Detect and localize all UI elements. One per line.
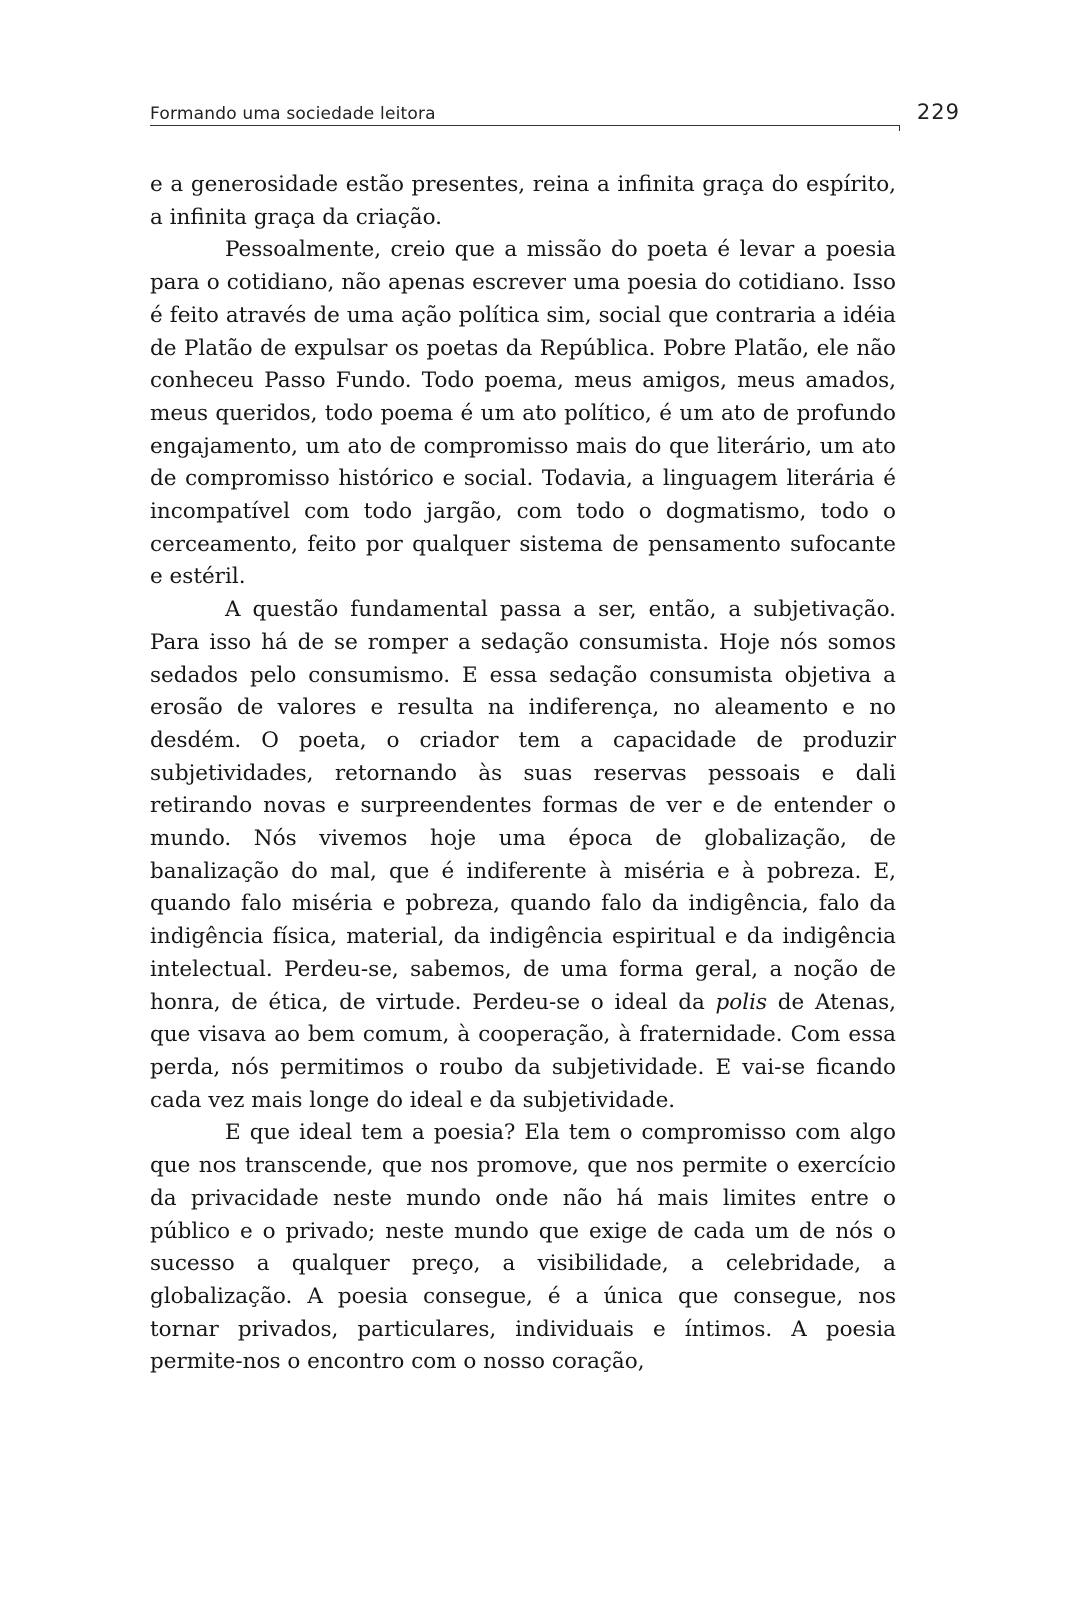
page-number: 229 <box>916 100 960 124</box>
paragraph-3-text-before: A questão fundamental passa a ser, então, a subjetivação. Para isso há de se romper a sedação consumista. Hoje nós somos sedados pelo consumismo. E essa sedação consumista objetiva a erosão de valores e resulta na indiferença, no aleamento e no desdém. O poeta, o criador tem a capacidade de produzir subjetividades, retornando às suas reservas pessoais e dali retirando novas e surpreendentes formas de ver e de entender o mundo. Nós vivemos hoje uma época de globalização, de banalização do mal, que é indiferente à miséria e à pobreza. E, quando falo miséria e pobreza, quando falo da indigência, falo da indigência física, material, da indigência espiritual e da indigência intelectual. Perdeu-se, sabemos, de uma forma geral, a noção de honra, de ética, de virtude. Perdeu-se o ideal da <box>150 597 896 1015</box>
running-title: Formando uma sociedade leitora <box>150 104 436 124</box>
paragraph-2: Pessoalmente, creio que a missão do poeta é levar a poesia para o cotidiano, não apenas escrever uma poesia do cotidiano. Isso é feito através de uma ação política sim, social que contraria a idéia de Platão de expulsar os poetas da República. Pobre Platão, ele não conheceu Passo Fundo. Todo poema, meus amigos, meus amados, meus queridos, todo poema é um ato político, é um ato de profundo engajamento, um ato de compromisso mais do que literário, um ato de compromisso histórico e social. Todavia, a linguagem literária é incompatível com todo jargão, com todo o dogmatismo, todo o cerceamento, feito por qualquer sistema de pensamento sufocante e estéril. <box>150 237 896 590</box>
paragraph-4: E que ideal tem a poesia? Ela tem o compromisso com algo que nos transcende, que nos promove, que nos permite o exercício da privacidade neste mundo onde não há mais limites entre o público e o privado; neste mundo que exige de cada um de nós o sucesso a qualquer preço, a visibilidade, a celebridade, a globalização. A poesia consegue, é a única que consegue, nos tornar privados, particulares, individuais e íntimos. A poesia permite-nos o encontro com o nosso coração, <box>150 1120 896 1375</box>
paragraph-3-text-after: de Atenas, que visava ao bem comum, à cooperação, à fraternidade. Com essa perda, nós permitimos o roubo da subjetividade. E vai-se ficando cada vez mais longe do ideal e da subjetividade. <box>150 989 897 1113</box>
header-rule-tick <box>899 125 900 131</box>
paragraph-1: e a generosidade estão presentes, reina a infinita graça do espírito, a infinita graça da criação. <box>150 172 896 230</box>
header-rule <box>150 125 900 126</box>
paragraph-3 <box>150 594 896 1117</box>
body-text <box>150 169 896 1379</box>
paragraph-3-italic-term: polis <box>715 989 768 1015</box>
running-header <box>150 100 962 130</box>
